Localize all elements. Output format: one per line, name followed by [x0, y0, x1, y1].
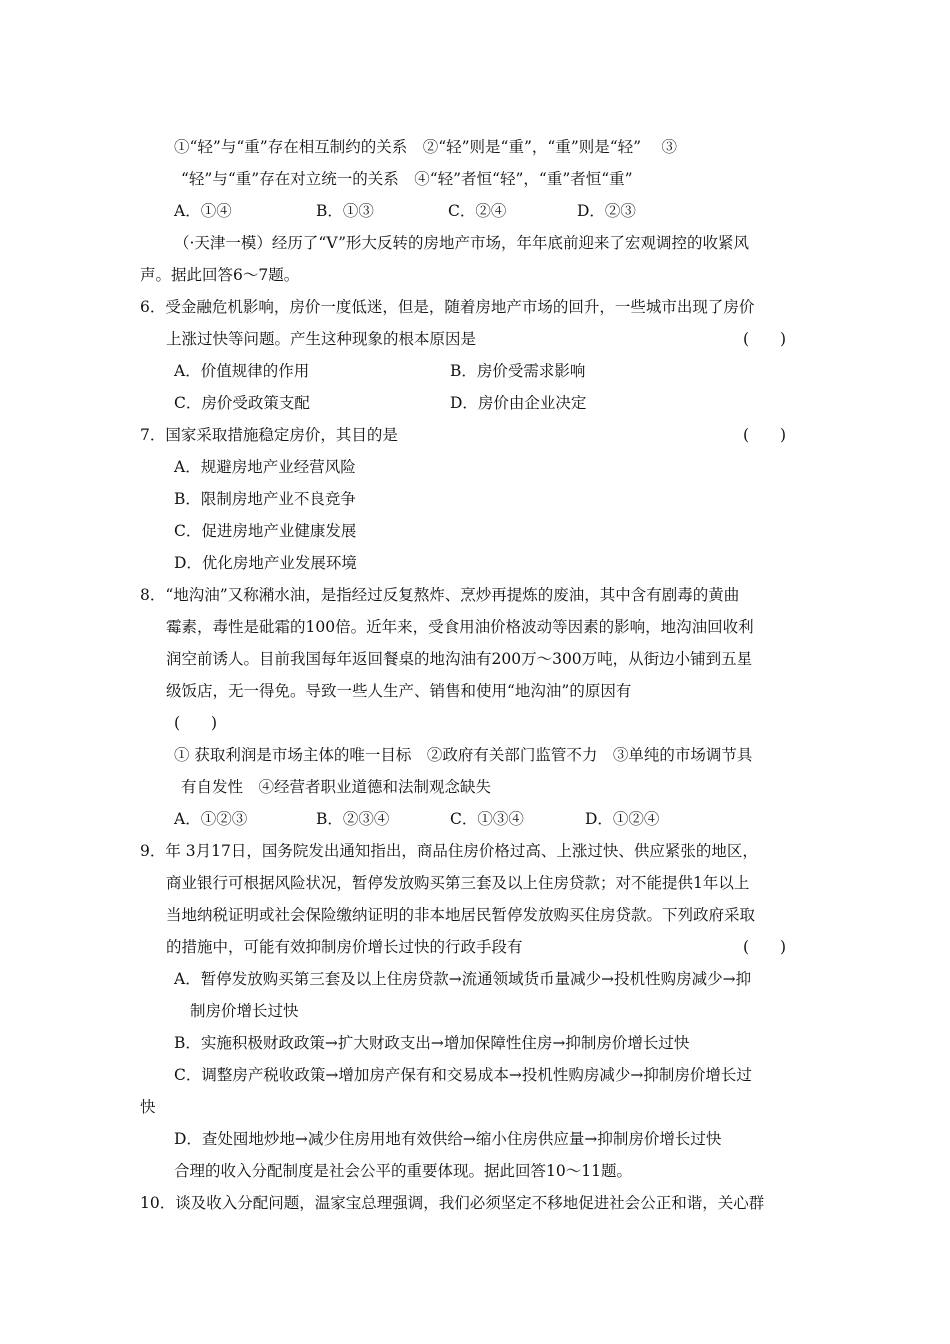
q9-option-c-line-2: 快 [140, 1098, 156, 1116]
q8-option-b: B．②③④ [316, 810, 390, 828]
q7-stem: 7．国家采取措施稳定房价，其目的是 [140, 426, 398, 444]
q8-stem-line-4: 级饭店，无一得免。导致一些人生产、销售和使用“地沟油”的原因有 [166, 682, 632, 700]
q5-option-a: A．①④ [174, 202, 232, 220]
q6-option-d: D．房价由企业决定 [450, 394, 587, 412]
q9-stem-line-4: 的措施中，可能有效抑制房价增长过快的行政手段有 [166, 938, 523, 956]
q8-answer-paren: ( ) [174, 714, 218, 732]
q8-option-a: A．①②③ [174, 810, 248, 828]
q6-stem-line-2: 上涨过快等问题。产生这种现象的根本原因是 [166, 330, 477, 348]
q8-option-c: C．①③④ [450, 810, 524, 828]
q6-option-a: A．价值规律的作用 [174, 362, 310, 380]
intro-10-11: 合理的收入分配制度是社会公平的重要体现。据此回答10～11题。 [174, 1162, 632, 1180]
q9-option-a-line-1: A．暂停发放购买第三套及以上住房贷款→流通领域货币量减少→投机性购房减少→抑 [174, 970, 752, 988]
q8-statement-line-2: 有自发性 ④经营者职业道德和法制观念缺失 [181, 778, 492, 796]
q8-stem-line-1: 8．“地沟油”又称潲水油，是指经过反复熬炸、烹炒再提炼的废油，其中含有剧毒的黄曲 [140, 586, 740, 604]
q7-option-a: A．规避房地产业经营风险 [174, 458, 356, 476]
q5-option-c: C．②④ [448, 202, 507, 220]
q8-statement-line-1: ① 获取利润是市场主体的唯一目标 ②政府有关部门监管不力 ③单纯的市场调节具 [174, 746, 753, 764]
q6-option-b: B．房价受需求影响 [450, 362, 586, 380]
q5-statement-line-2: “轻”与“重”存在对立统一的关系 ④“轻”者恒“轻”，“重”者恒“重” [181, 170, 633, 188]
q10-stem-line-1: 10．谈及收入分配问题，温家宝总理强调，我们必须坚定不移地促进社会公正和谐，关心群 [140, 1194, 765, 1212]
q9-stem-line-2: 商业银行可根据风险状况，暂停发放购买第三套及以上住房贷款；对不能提供1年以上 [166, 874, 750, 892]
q7-answer-paren: ( ) [743, 426, 787, 444]
q9-stem-line-3: 当地纳税证明或社会保险缴纳证明的非本地居民暂停发放购买住房贷款。下列政府采取 [166, 906, 756, 924]
q6-answer-paren: ( ) [743, 330, 787, 348]
q9-option-c-line-1: C．调整房产税收政策→增加房产保有和交易成本→投机性购房减少→抑制房价增长过 [174, 1066, 752, 1084]
q8-option-d: D．①②④ [585, 810, 660, 828]
q6-stem-line-1: 6．受金融危机影响，房价一度低迷，但是，随着房地产市场的回升，一些城市出现了房价 [140, 298, 755, 316]
q9-stem-line-1: 9．年 3月17日，国务院发出通知指出，商品住房价格过高、上涨过快、供应紧张的地区， [140, 842, 758, 860]
q8-stem-line-2: 霉素，毒性是砒霜的100倍。近年来，受食用油价格波动等因素的影响，地沟油回收利 [166, 618, 754, 636]
q7-option-d: D．优化房地产业发展环境 [174, 554, 357, 572]
q9-option-b: B．实施积极财政政策→扩大财政支出→增加保障性住房→抑制房价增长过快 [174, 1034, 690, 1052]
q5-statement-line-1: ①“轻”与“重”存在相互制约的关系 ②“轻”则是“重”，“重”则是“轻” ③ [174, 138, 678, 156]
q5-option-d: D．②③ [577, 202, 636, 220]
q8-stem-line-3: 润空前诱人。目前我国每年返回餐桌的地沟油有200万～300万吨，从街边小铺到五星 [166, 650, 753, 668]
q9-option-d: D．查处囤地炒地→减少住房用地有效供给→缩小住房供应量→抑制房价增长过快 [174, 1130, 722, 1148]
q7-option-c: C．促进房地产业健康发展 [174, 522, 357, 540]
q5-option-b: B．①③ [316, 202, 374, 220]
intro-6-7-line-2: 声。据此回答6～7题。 [140, 266, 300, 284]
q7-option-b: B．限制房地产业不良竞争 [174, 490, 356, 508]
q6-option-c: C．房价受政策支配 [174, 394, 310, 412]
q9-option-a-line-2: 制房价增长过快 [190, 1002, 299, 1020]
q9-answer-paren: ( ) [743, 938, 787, 956]
intro-6-7-line-1: （·天津一模）经历了“V”形大反转的房地产市场，年年底前迎来了宏观调控的收紧风 [174, 234, 750, 252]
